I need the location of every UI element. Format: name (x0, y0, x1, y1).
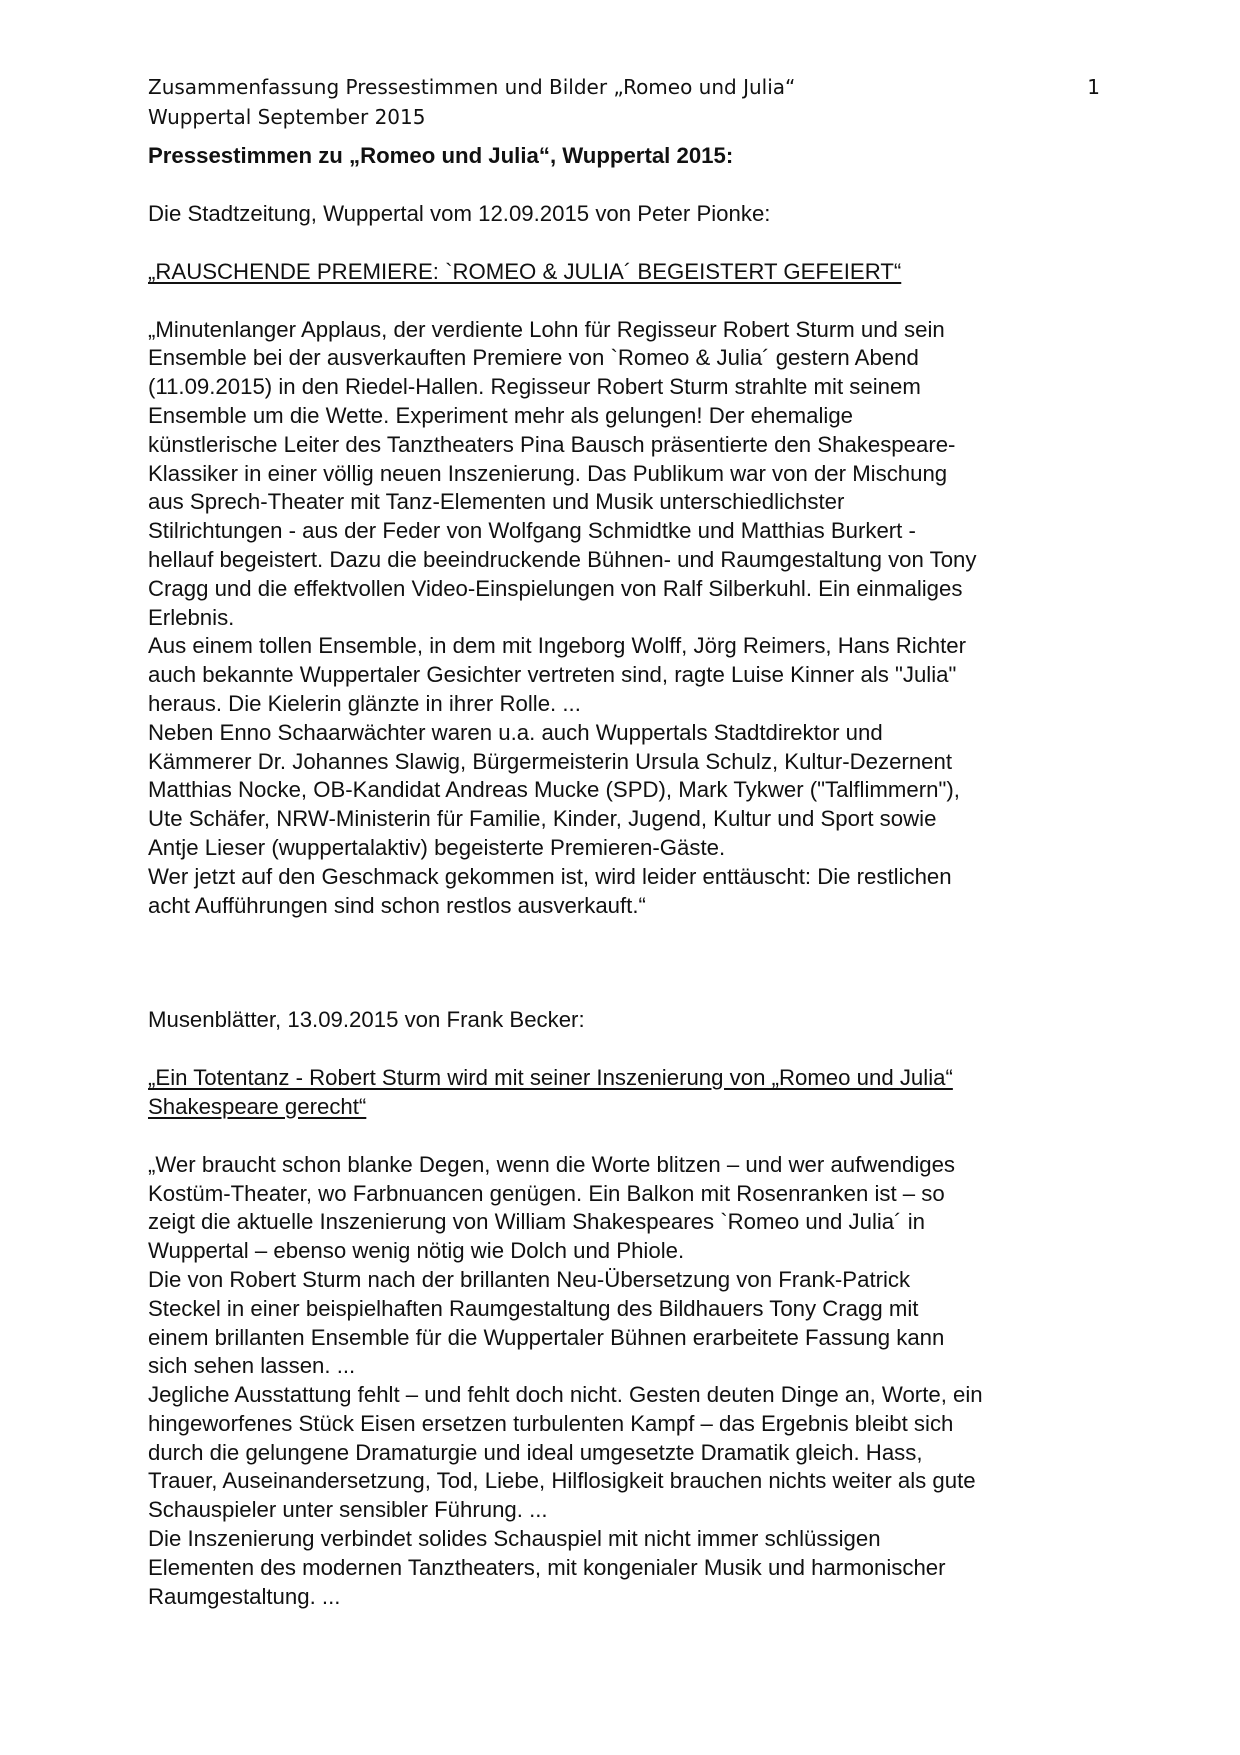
article-body (148, 1151, 1098, 1612)
document-body (148, 142, 1098, 1611)
article-stadtzeitung (148, 200, 1098, 920)
body-line: zeigt die aktuelle Inszenierung von William Shakespeares `Romeo und Julia´ in (148, 1209, 925, 1235)
body-line: Ute Schäfer, NRW-Ministerin für Familie, Kinder, Jugend, Kultur und Sport sowie (148, 806, 937, 832)
body-line: Die Inszenierung verbindet solides Schauspiel mit nicht immer schlüssigen (148, 1526, 881, 1552)
body-line: Wuppertal – ebenso wenig nötig wie Dolch und Phiole. (148, 1238, 685, 1264)
body-line: Antje Lieser (wuppertalaktiv) begeisterte Premieren-Gäste. (148, 834, 726, 860)
body-line: heraus. Die Kielerin glänzte in ihrer Rolle. ... (148, 690, 581, 716)
body-line: Klassiker in einer völlig neuen Inszenierung. Das Publikum war von der Mischung (148, 460, 948, 486)
body-line: Jegliche Ausstattung fehlt – und fehlt doch nicht. Gesten deuten Dinge an, Worte, ein (148, 1382, 983, 1408)
body-line: hellauf begeistert. Dazu die beeindruckende Bühnen- und Raumgestaltung von Tony (148, 546, 977, 572)
article-headline (148, 258, 1098, 287)
body-line: auch bekannte Wuppertaler Gesichter vertreten sind, ragte Luise Kinner als "Julia" (148, 662, 957, 688)
body-line: einem brillanten Ensemble für die Wuppertaler Bühnen erarbeitete Fassung kann (148, 1324, 945, 1350)
body-line: aus Sprech-Theater mit Tanz-Elementen und Musik unterschiedlichster (148, 489, 845, 515)
body-line: Kostüm-Theater, wo Farbnuancen genügen. Ein Balkon mit Rosenranken ist – so (148, 1180, 945, 1206)
body-line: Ensemble bei der ausverkauften Premiere von `Romeo & Julia´ gestern Abend (148, 345, 919, 371)
article-headline (148, 1064, 1098, 1122)
body-line: Elementen des modernen Tanztheaters, mit kongenialer Musik und harmonischer (148, 1554, 946, 1580)
body-line: acht Aufführungen sind schon restlos ausverkauft.“ (148, 892, 646, 918)
body-line: sich sehen lassen. ... (148, 1353, 356, 1379)
header-subtitle-line: Wuppertal September 2015 (148, 105, 426, 129)
document-title: Pressestimmen zu „Romeo und Julia“, Wuppertal 2015: (148, 143, 734, 168)
headline-line: „Ein Totentanz - Robert Sturm wird mit seiner Inszenierung von „Romeo und Julia“ (148, 1065, 953, 1091)
body-line: Trauer, Auseinandersetzung, Tod, Liebe, Hilflosigkeit brauchen nichts weiter als gute (148, 1468, 976, 1494)
page-number: 1 (1087, 75, 1100, 99)
body-line: Neben Enno Schaarwächter waren u.a. auch Wuppertals Stadtdirektor und (148, 719, 883, 745)
body-line: durch die gelungene Dramaturgie und ideal umgesetzte Dramatik gleich. Hass, (148, 1439, 923, 1465)
body-line: Matthias Nocke, OB-Kandidat Andreas Mucke (SPD), Mark Tykwer ("Talflimmern"), (148, 777, 960, 803)
article-source: Die Stadtzeitung, Wuppertal vom 12.09.2015 von Peter Pionke: (148, 201, 771, 226)
headline-line: Shakespeare gerecht“ (148, 1093, 367, 1119)
page-header (148, 72, 1098, 132)
article-source: Musenblätter, 13.09.2015 von Frank Becker: (148, 1007, 585, 1033)
body-line: Cragg und die effektvollen Video-Einspielungen von Ralf Silberkuhl. Ein einmaliges (148, 575, 963, 601)
body-line: Raumgestaltung. ... (148, 1583, 341, 1609)
body-line: Kämmerer Dr. Johannes Slawig, Bürgermeisterin Ursula Schulz, Kultur-Dezernent (148, 748, 953, 774)
body-line: „Minutenlanger Applaus, der verdiente Lohn für Regisseur Robert Sturm und sein (148, 316, 945, 342)
body-line: hingeworfenes Stück Eisen ersetzen turbulenten Kampf – das Ergebnis bleibt sich (148, 1410, 954, 1436)
body-line: Wer jetzt auf den Geschmack gekommen ist, wird leider enttäuscht: Die restlichen (148, 863, 952, 889)
article-body (148, 316, 1098, 921)
headline-line: „RAUSCHENDE PREMIERE: `ROMEO & JULIA´ BEGEISTERT GEFEIERT“ (148, 258, 902, 284)
body-line: Stilrichtungen - aus der Feder von Wolfgang Schmidtke und Matthias Burkert - (148, 518, 916, 544)
body-line: (11.09.2015) in den Riedel-Hallen. Regisseur Robert Sturm strahlte mit seinem (148, 374, 921, 400)
body-line: Schauspieler unter sensibler Führung. ... (148, 1497, 548, 1523)
body-line: Erlebnis. (148, 604, 235, 630)
body-line: „Wer braucht schon blanke Degen, wenn die Worte blitzen – und wer aufwendiges (148, 1151, 956, 1177)
header-title-line: Zusammenfassung Pressestimmen und Bilder „Romeo und Julia“ (148, 75, 796, 99)
article-musenblaetter (148, 1006, 1098, 1611)
body-line: Ensemble um die Wette. Experiment mehr als gelungen! Der ehemalige (148, 402, 854, 428)
body-line: künstlerische Leiter des Tanztheaters Pina Bausch präsentierte den Shakespeare- (148, 431, 956, 457)
body-line: Die von Robert Sturm nach der brillanten Neu-Übersetzung von Frank-Patrick (148, 1266, 911, 1292)
body-line: Steckel in einer beispielhaften Raumgestaltung des Bildhauers Tony Cragg mit (148, 1295, 919, 1321)
body-line: Aus einem tollen Ensemble, in dem mit Ingeborg Wolff, Jörg Reimers, Hans Richter (148, 633, 967, 659)
